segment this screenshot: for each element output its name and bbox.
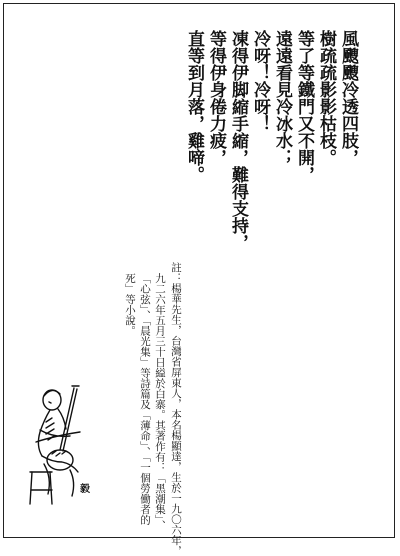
poem-line-3: 等了等鐵門又不開， (294, 30, 314, 183)
artist-signature: 毅 (80, 484, 90, 495)
note-line-3: 「心弦」、「晨光集」等詩篇及「薄命」、「一個勞働者的 (139, 273, 151, 525)
note-line-1: 註：楊華先生，台灣省屏東人，本名楊顯達，生於一九〇六年， (170, 262, 182, 556)
poem-line-6: 凍得伊脚縮手縮，難得支持， (228, 30, 248, 251)
note-line-4: 死」等小說。 (124, 273, 136, 336)
note-line-2: 九二六年五月三十日縊於白寨。其著作有：「黑潮集」、 (154, 273, 166, 531)
poem-line-2: 樹疏疏影影枯枝。 (316, 30, 336, 166)
poem-line-7: 等得伊身倦力疲， (206, 30, 226, 166)
poem-line-1: 風颼颼冷透四肢， (338, 30, 358, 166)
poem-line-4: 遠遠看見冷冰水； (272, 30, 292, 166)
poem-line-5: 冷呀！冷呀！ (250, 30, 270, 132)
poem-line-8: 直等到月落，雞啼。 (184, 30, 204, 183)
